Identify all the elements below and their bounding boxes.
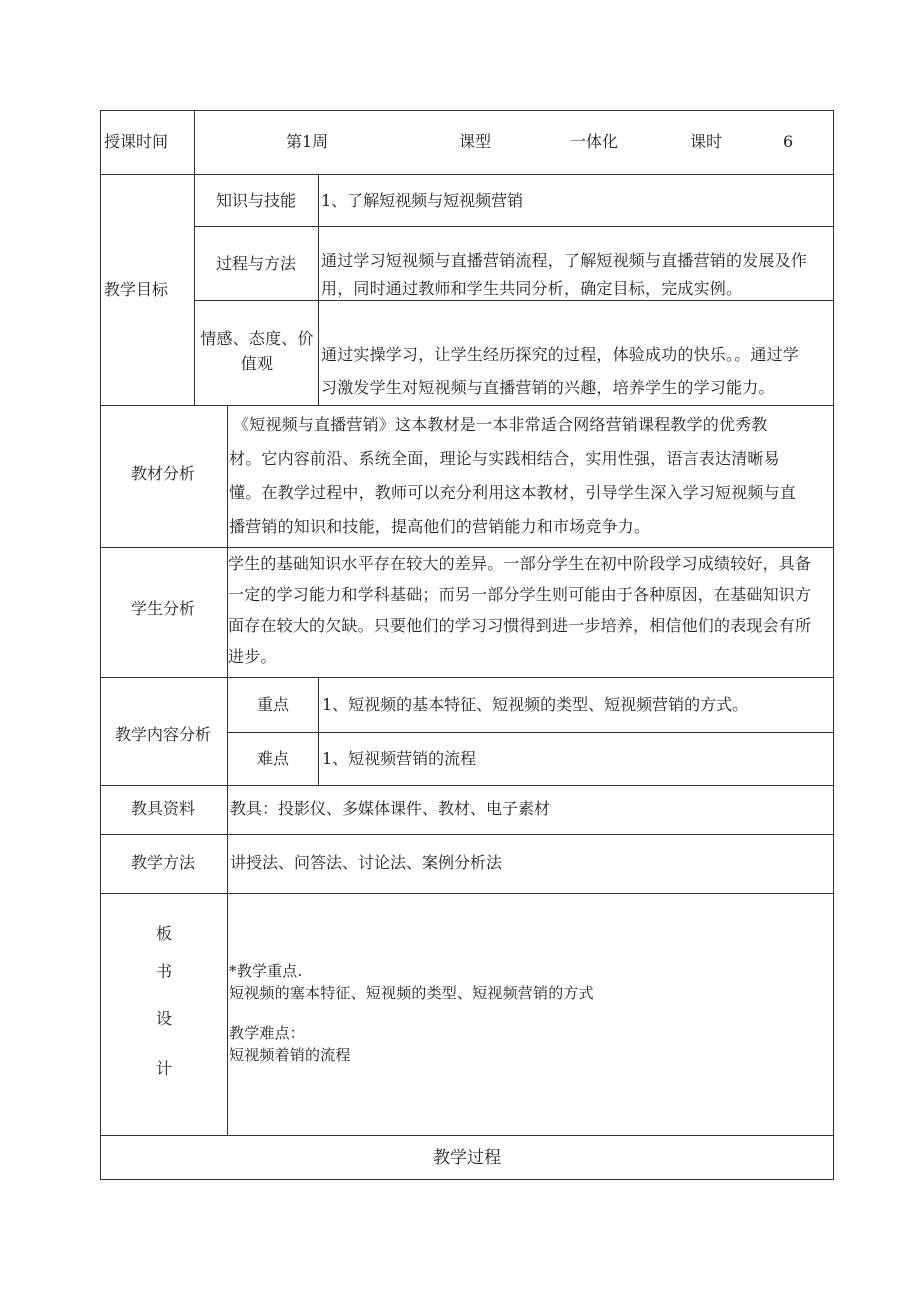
objectives-label: 教学目标 [104,280,169,299]
knowledge-label: 知识与技能 [216,191,297,210]
students-label: 学生分析 [131,599,196,618]
difficult-label: 难点 [257,749,290,768]
process-line: 用，同时通过教师和学生共同分析，确定目标，完成实例。 [321,279,743,298]
emotion-text [321,338,799,404]
methods-text: 讲授法、问答法、讨论法、案例分析法 [230,853,503,872]
time-label: 授课时间 [104,132,169,151]
students-line: 学生的基础知识水平存在较大的差异。一部分学生在初中阶段学习成绩较好，具备 [228,554,812,573]
methods-label: 教学方法 [131,853,196,872]
tools-text: 教具：投影仪、多媒体课件、教材、电子素材 [230,799,551,818]
process-line: 通过学习短视频与直播营销流程，了解短视频与直播营销的发展及作 [321,251,808,270]
difficult-text: 1、短视频营销的流程 [322,749,477,768]
emotion-label-line: 值观 [240,354,274,373]
students-line: 一定的学习能力和学科基础；而另一部分学生则可能由于各种原因，在基础知识方 [228,585,812,604]
process-title: 教学过程 [433,1148,501,1168]
week-value: 第1周 [286,132,329,151]
textbook-label: 教材分析 [131,464,196,483]
students-line: 进步。 [228,647,277,666]
process-text [321,247,807,303]
board-label-char: 板 [156,924,173,943]
board-difficult-heading: 教学难点： [229,1024,306,1042]
emotion-label [197,326,317,376]
key-label: 重点 [257,695,290,714]
textbook-line: 懂。在教学过程中，教师可以充分利用这本教材，引导学生深入学习短视频与直 [229,483,797,502]
board-spacer [229,1004,594,1022]
knowledge-text: 1、了解短视频与短视频营销 [321,191,524,210]
textbook-text [229,408,796,544]
textbook-line: 播营销的知识和技能，提高他们的营销能力和市场竞争力。 [229,517,651,536]
emotion-label-line: 情感、态度、价 [200,329,314,348]
board-label-char: 设 [156,1009,173,1028]
board-label-char: 书 [156,962,173,981]
students-line: 面存在较大的欠缺。只要他们的学习习惯得到进一步培养，相信他们的表现会有所 [228,616,812,635]
board-text [229,960,594,1066]
board-label-char: 计 [156,1059,173,1078]
textbook-line: 材。它内容前沿、系统全面，理论与实践相结合，实用性强，语言表达清晰易 [229,449,780,468]
emotion-line: 通过实操学习，让学生经历探究的过程，体验成功的快乐。。通过学 [321,345,800,364]
key-text: 1、短视频的基本特征、短视频的类型、短视频营销的方式。 [322,695,749,714]
board-difficult-text: 短视频着销的流程 [229,1046,351,1064]
emotion-line: 习激发学生对短视频与直播营销的兴趣，培养学生的学习能力。 [321,378,775,397]
content-label: 教学内容分析 [115,725,212,744]
board-key-text: 短视频的塞本特征、短视频的类型、短视频营销的方式 [229,984,594,1002]
textbook-line: 《短视频与直播营销》这本教材是一本非常适合网络营销课程教学的优秀教 [233,415,768,434]
hours-label: 课时 [690,132,723,151]
type-value: 一体化 [570,132,619,151]
board-key-heading: *教学重点. [229,962,303,980]
tools-label: 教具资料 [131,799,196,818]
students-text [228,548,811,672]
hours-value: 6 [783,132,794,151]
type-label: 课型 [459,132,492,151]
process-label: 过程与方法 [216,254,297,273]
